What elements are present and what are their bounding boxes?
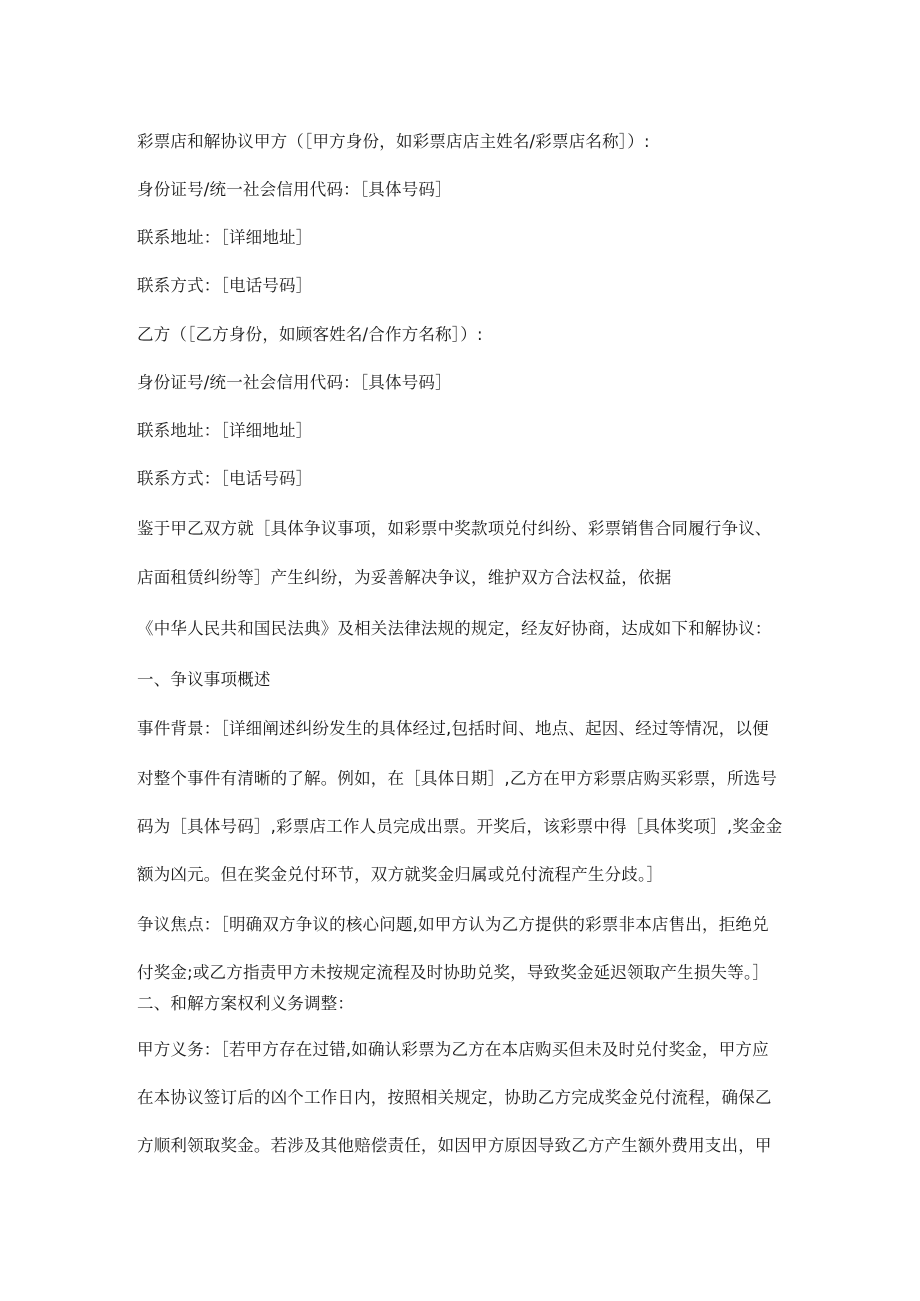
- party-a-address-line: 联系地址：［详细地址］: [137, 228, 313, 247]
- preamble-line-2: 店面租赁纠纷等］产生纠纷，为妥善解决争议，维护双方合法权益，依据: [137, 568, 672, 587]
- party-b-heading: 乙方（［乙方身份，如顾客姓名/合作方名称］）:: [137, 325, 483, 344]
- dispute-focus-line-2: 付奖金;或乙方指责甲方未按规定流程及时协助兑奖，导致奖金延迟领取产生损失等。］: [137, 963, 770, 982]
- background-line-2: 对整个事件有清晰的了解。例如，在［具体日期］,乙方在甲方彩票店购买彩票，所选号: [137, 769, 778, 788]
- party-a-heading: 彩票店和解协议甲方（［甲方身份，如彩票店店主姓名/彩票店名称］）:: [137, 132, 650, 151]
- background-line-4: 额为凶元。但在奖金兑付环节，双方就奖金归属或兑付流程产生分歧。］: [137, 865, 664, 884]
- party-b-address-line: 联系地址：［详细地址］: [137, 421, 313, 440]
- party-b-contact-line: 联系方式：［电话号码］: [137, 469, 313, 488]
- party-b-id-line: 身份证号/统一社会信用代码：［具体号码］: [137, 373, 452, 392]
- party-a-obligation-line-2: 在本协议签订后的凶个工作日内，按照相关规定，协助乙方完成奖金兑付流程，确保乙: [137, 1088, 772, 1107]
- section-1-heading: 一、争议事项概述: [137, 670, 271, 689]
- preamble-line-3: 《中华人民共和国民法典》及相关法律法规的规定，经友好协商，达成如下和解协议：: [137, 619, 772, 638]
- background-line-3: 码为［具体号码］,彩票店工作人员完成出票。开奖后，该彩票中得［具体奖项］,奖金金: [137, 817, 783, 836]
- preamble-line-1: 鉴于甲乙双方就［具体争议事项，如彩票中奖款项兑付纠纷、彩票销售合同履行争议、: [137, 519, 772, 538]
- party-a-obligation-line-3: 方顺利领取奖金。若涉及其他赔偿责任，如因甲方原因导致乙方产生额外费用支出，甲: [137, 1136, 772, 1155]
- party-a-contact-line: 联系方式：［电话号码］: [137, 276, 313, 295]
- party-a-obligation-line-1: 甲方义务：［若甲方存在过错,如确认彩票为乙方在本店购买但未及时兑付奖金，甲方应: [137, 1040, 769, 1059]
- section-2-heading: 二、和解方案权利义务调整：: [137, 994, 355, 1013]
- dispute-focus-line-1: 争议焦点：［明确双方争议的核心问题,如甲方认为乙方提供的彩票非本店售出，拒绝兑: [137, 915, 769, 934]
- party-a-id-line: 身份证号/统一社会信用代码：［具体号码］: [137, 180, 452, 199]
- background-line-1: 事件背景：［详细阐述纠纷发生的具体经过,包括时间、地点、起因、经过等情况，以便: [137, 719, 769, 738]
